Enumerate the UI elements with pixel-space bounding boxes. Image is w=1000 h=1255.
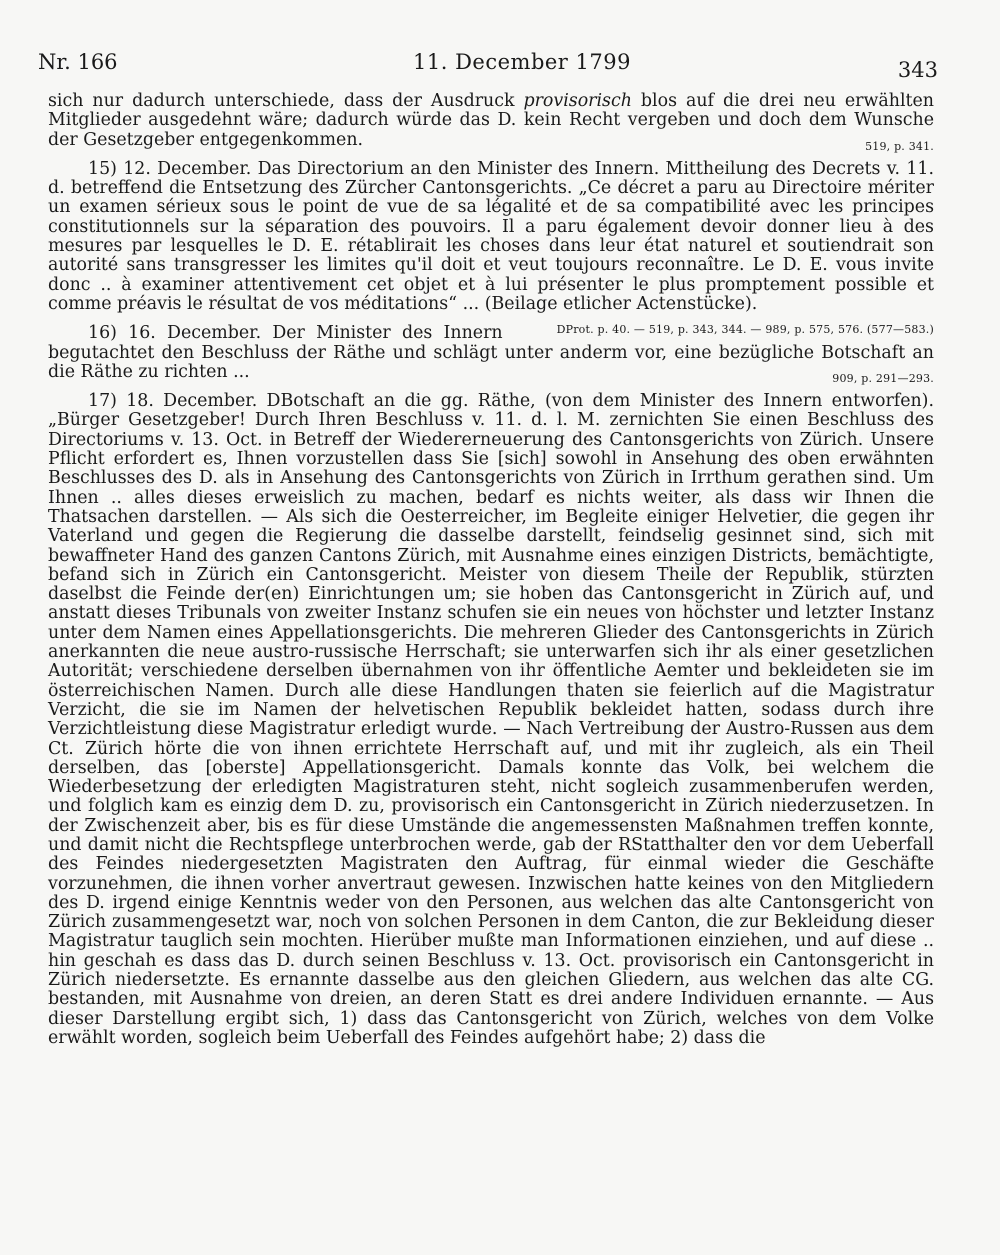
document-number: Nr. 166: [38, 50, 118, 74]
entry-15: [48, 158, 934, 337]
paragraph-text: sich nur dadurch unterschiede, dass der Ausdruck: [48, 91, 524, 111]
body-text: [48, 92, 934, 1048]
page-number: 343: [897, 58, 938, 82]
header-date: 11. December 1799: [413, 50, 631, 74]
paragraph-text: 17) 18. December. DBotschaft an die gg. Räthe, (von dem Minister des Innern entworfen). „Bürger Gesetzgeber! Durch Ihren Beschluss v. 11. d. l. M. zernichten Sie einen Beschluss des Directoriums v. 13. Oct. in Betreff der Wiedererneuerung des Cantonsgerichts von Zürich. Unsere Pflicht erfordert es, Ihnen vorzustellen dass Sie [sich] sowohl in Ansehung des oben erwähnten Beschlusses des D. als in Ansehung des Cantonsgerichts von Zürich in Irrthum gerathen sind. Um Ihnen .. alles dieses erweislich zu machen, bedarf es nichts weiter, als dass wir Ihnen die Thatsachen darstellen. — Als sich die Oesterreicher, im Begleite einiger Helvetier, die gegen ihr Vaterland und gegen die Regierung die dasselbe darstellt, feindselig gesinnet sind, sich mit bewaffneter Hand des ganzen Cantons Zürich, mit Ausnahme eines einzigen Districts, bemächtigte, befand sich in Zürich ein Cantonsgericht. Meister von diesem Theile der Republik, stürzten daselbst die Feinde der(en) Einrichtungen um; sie hoben das Cantonsgericht in Zürich auf, und anstatt dieses Tribunals von zweiter Instanz schufen sie ein neues von höchster und letzter Instanz unter dem Namen eines Appellationsgerichts. Die mehreren Glieder des Cantonsgerichts in Zürich anerkannten die neue austro-russische Herrschaft; sie unterwarfen sich ihr als einer gesetzlichen Autorität; verschiedene derselben übernahmen von ihr öffentliche Aemter und bekleideten sie im österreichischen Namen. Durch alle diese Handlungen thaten sie feierlich auf die Magistratur Verzicht, die sie im Namen der helvetischen Republik bekleidet hatten, sodass durch ihre Verzichtleistung diese Magistratur erledigt wurde. — Nach Vertreibung der Austro-Russen aus dem Ct. Zürich hörte die von ihnen errichtete Herrschaft auf, und mit ihr zugleich, als ein Theil derselben, das [oberste] Appellationsgericht. Damals konnte das Volk, bei welchem die Wiederbesetzung der erledigten Magistraturen steht, nicht sogleich zusammenberufen werden, und folglich kam es einzig dem D. zu, provisorisch ein Cantonsgericht in Zürich niederzusetzen. In der Zwischenzeit aber, bis es für diese Umstände die angemessensten Maßnahmen treffen konnte, und damit nicht die Rechtspflege unterbrochen werde, gab der RStatthalter den vor dem Ueberfall des Feindes niedergesetzten Magistraten den Auftrag, für einmal wieder die Geschäfte vorzunehmen, die ihnen vorher anvertraut gewesen. Inzwischen hatte keines von den Mitgliedern des D. irgend einige Kenntnis weder von den Personen, aus welchen das alte Cantonsgericht von Zürich zusammengesetzt war, noch von solchen Personen in dem Canton, die zur Bekleidung dieser Magistratur tauglich sein mochten. Hierüber mußte man Informationen einziehen, und auf diese .. hin geschah es dass das D. durch seinen Beschluss v. 13. Oct. provisorisch ein Cantonsgericht in Zürich niedersetzte. Es ernannte dasselbe aus den gleichen Gliedern, aus welchen das alte CG. bestanden, mit Ausnahme von dreien, an deren Statt es drei andere Individuen ernannte. — Aus dieser Darstellung ergibt sich, 1) dass das Cantonsgericht von Zürich, welches von dem Volke erwählt worden, sogleich beim Ueberfall des Feindes aufgehört habe; 2) dass die: [48, 391, 934, 1048]
running-header: [38, 50, 938, 80]
paragraph-text: 15) 12. December. Das Directorium an den Minister des Innern. Mittheilung des Decrets v. 11. d. betreffend die Entsetzung des Zürcher Cantonsgerichts. „Ce décret a paru au Directoire mériter un examen sérieux sous le point de vue de sa légalité et de sa compatibilité avec les principes constitutionnels sur la séparation des pouvoirs. Il a paru également devoir donner lieu à des mesures par lesquelles le D. E. rétablirait les choses dans leur état naturel et soutiendrait son autorité sans transgresser les limites qu'il doit et veut toujours reconnaître. Le D. E. vous invite donc .. à examiner attentivement cet objet et à lui présenter le plus promptement possible et comme préavis le résultat de vos méditations“ ... (Beilage etlicher Actenstücke).: [48, 158, 934, 314]
source-reference: 519, p. 341.: [865, 139, 934, 153]
entry-17: [48, 392, 934, 1048]
source-reference: 909, p. 291—293.: [832, 371, 934, 385]
emphasized-word: provisorisch: [523, 91, 632, 111]
paragraph-continuation: [48, 91, 934, 153]
paragraph-text: blos auf die drei neu erwählten Mitglieder ausgedehnt wäre; dadurch würde das D. kein Recht vergeben und doch dem Wunsche der Gesetzgeber entgegenkommen.: [48, 91, 934, 150]
paragraph-text: 16) 16. December. Der Minister des Innern begutachtet den Beschluss der Räthe und schlägt unter anderm vor, eine bezügliche Botschaft an die Räthe zu richten ...: [48, 323, 934, 382]
source-reference: DProt. p. 40. — 519, p. 343, 344. — 989, p. 575, 576. (577—583.): [556, 323, 934, 337]
